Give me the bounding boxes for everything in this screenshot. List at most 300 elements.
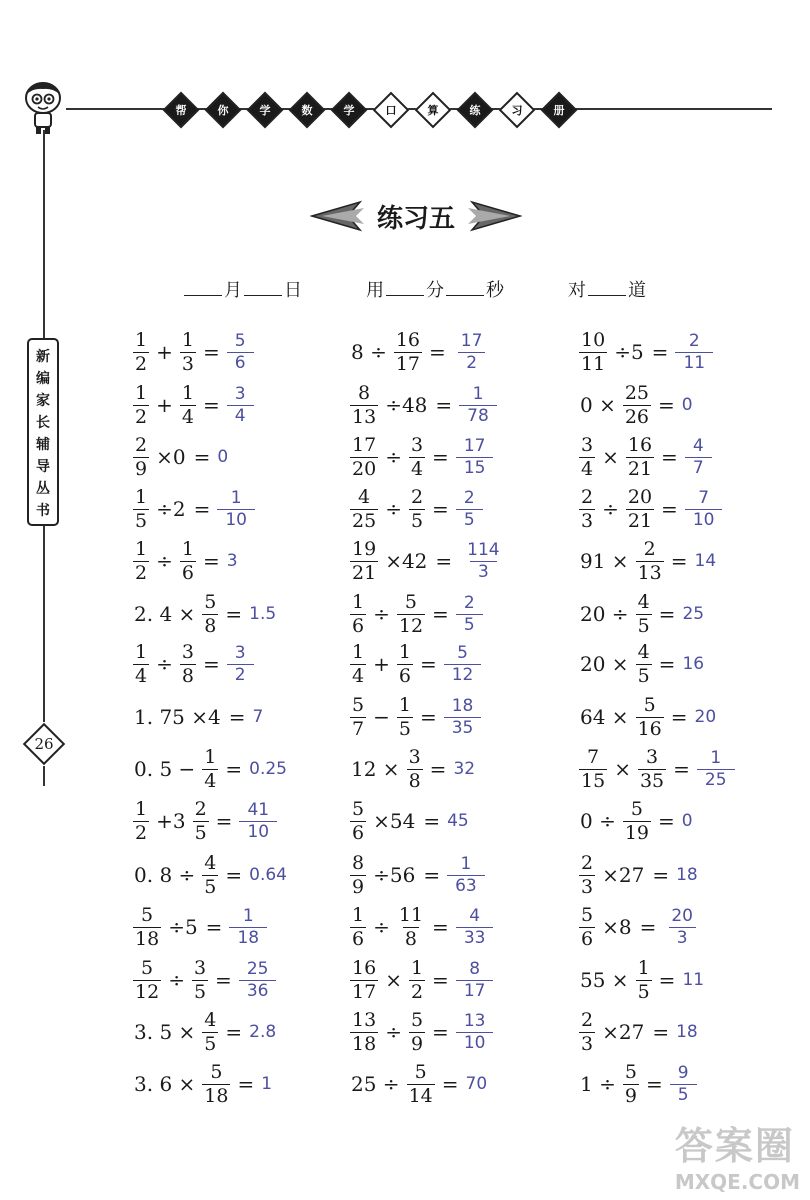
numerator: 20 [671,905,693,926]
expression-text: ×27 [602,863,645,887]
problem-row [130,1005,276,1059]
banner-char: 学 [259,104,271,117]
expression-text: 0. 8 ÷ [134,863,196,887]
denominator: 14 [408,1084,433,1107]
denominator: 6 [398,664,411,687]
numerator: 1 [710,747,722,768]
fraction [636,537,664,584]
numerator: 5 [141,903,154,926]
equals-sign: = [670,549,688,573]
answer-fraction [444,695,482,738]
numerator: 5 [410,1008,424,1031]
problem-row [576,953,704,1007]
denominator: 36 [239,980,277,1000]
expression-text: ÷ [156,549,173,573]
numerator: 2 [463,592,475,613]
answer-value: 45 [447,811,469,831]
numerator: 17 [463,435,486,456]
numerator: 4 [692,435,704,456]
denominator: 6 [581,927,594,950]
expression-text: 1. 75 ×4 [134,705,221,729]
equals-sign: = [225,757,243,781]
fraction [394,328,422,375]
fraction [350,640,366,687]
numerator: 1 [410,956,424,979]
denominator: 12 [135,980,160,1003]
fraction [623,797,651,844]
problem-row [576,378,693,432]
denominator: 3 [581,509,594,532]
equals-sign: = [205,915,223,939]
problem-row [130,953,276,1007]
fraction [350,797,366,844]
answer-value: 11 [682,970,705,990]
denominator: 15 [456,457,494,477]
expression-text: 20 ÷ [580,602,629,626]
expression-text: ×8 [602,915,632,939]
fraction [350,903,366,950]
numerator: 4 [637,640,650,663]
expression-text: ÷ [385,1020,402,1044]
banner-diamond [336,97,362,123]
equals-sign: = [658,602,676,626]
banner-diamond [546,97,572,123]
numerator: 3 [234,383,246,404]
expression-text: 55 × [580,968,629,992]
answer-value: 18 [676,865,698,885]
problem-row [576,534,716,588]
answer-value: 16 [682,654,705,674]
fraction [202,851,218,898]
equals-sign: = [202,393,220,417]
problem-row [130,325,254,379]
numerator: 1 [242,905,254,926]
denominator: 17 [395,352,421,375]
banner-char: 习 [511,104,523,117]
fraction [579,485,595,532]
numerator: 1 [398,640,411,663]
equals-sign: = [429,757,447,781]
expression-text: + [373,652,390,676]
frame-vertical-line-bottom [43,766,45,786]
problem-row [130,848,287,902]
series-banner [168,88,588,132]
numerator: 1 [135,537,148,560]
problem-row [576,1005,698,1059]
fraction [133,797,149,844]
numerator: 19 [352,537,377,560]
fraction [409,956,425,1003]
expression-text: 20 × [580,652,629,676]
denominator: 13 [637,561,662,584]
denominator: 25 [352,509,377,532]
numerator: 5 [581,903,594,926]
denominator: 8 [204,614,217,637]
fraction [636,640,652,687]
equals-sign: = [652,1020,670,1044]
denominator: 4 [352,664,365,687]
minute-blank[interactable] [386,281,424,296]
fraction [202,1008,218,1055]
numerator: 5 [630,797,643,820]
sidebar-char: 家 [36,393,50,409]
numerator: 1 [352,590,365,613]
numerator: 3 [581,433,594,456]
correct-count-blank[interactable] [588,281,626,296]
denominator: 6 [227,352,254,372]
numerator: 5 [352,693,365,716]
numerator: 2 [135,433,148,456]
numerator: 13 [463,1010,486,1031]
frame-vertical-line-middle [43,526,45,722]
denominator: 9 [624,1084,637,1107]
exercise-title [310,196,522,236]
sidebar-char: 编 [36,371,50,387]
fraction [133,328,149,375]
fraction [409,433,425,480]
equals-sign: = [670,705,688,729]
problem-row [576,637,704,691]
numerator: 1 [135,640,148,663]
numerator: 5 [234,330,246,351]
answer-fraction [456,905,494,948]
expression-text: × [385,968,402,992]
numerator: 7 [698,487,710,508]
numerator: 1 [472,383,484,404]
equals-sign: = [661,497,678,521]
denominator: 9 [135,457,148,480]
equals-sign: = [202,652,220,676]
fraction [180,328,196,375]
equals-sign: = [658,968,676,992]
expression-text: ×0 [156,445,186,469]
expression-text: 0 × [580,393,616,417]
fraction [638,745,666,792]
denominator: 5 [193,980,207,1003]
numerator: 4 [358,485,371,508]
banner-char: 帮 [175,104,187,117]
equals-sign: = [237,1072,255,1096]
frame-vertical-line-top [43,130,45,338]
fraction [180,537,196,584]
answer-fraction [453,330,491,373]
fraction [133,640,149,687]
minute-label: 分 [426,280,444,301]
fraction [397,693,413,740]
expression-text: + [156,340,173,364]
problem-row [576,430,712,484]
equals-sign: = [652,863,670,887]
problem-row [130,482,255,536]
problem-row [576,848,698,902]
second-label: 秒 [486,280,504,301]
answer-fraction [229,905,267,948]
banner-diamond [252,97,278,123]
answer-value: 0.25 [249,759,287,779]
numerator: 4 [204,851,217,874]
fraction [350,956,378,1003]
time-field [366,276,504,302]
numerator: 3 [181,640,194,663]
expression-text: ×27 [602,1020,645,1044]
sidebar-char: 新 [36,349,50,365]
expression-text: ÷5 [168,915,198,939]
fraction [409,1008,425,1055]
answer-fraction [239,799,277,842]
numerator: 8 [352,851,365,874]
equals-sign: = [435,549,453,573]
denominator: 35 [444,717,482,737]
expression-text: ÷ [385,445,402,469]
problem-row [130,587,276,641]
fraction [350,485,378,532]
equals-sign: = [432,1020,449,1044]
equals-sign: = [441,1072,459,1096]
denominator: 25 [697,769,735,789]
expression-text: 1 ÷ [580,1072,616,1096]
answer-fraction [227,330,254,373]
numerator: 4 [204,1008,217,1031]
numerator: 16 [395,328,421,351]
numerator: 8 [469,958,481,979]
answer-value: 1 [261,1074,273,1094]
equals-sign: = [651,340,669,364]
denominator: 11 [581,352,606,375]
denominator: 4 [227,405,254,425]
numerator: 1 [352,903,365,926]
problem-row [576,690,716,744]
fraction [350,381,378,428]
answer-fraction [217,487,255,530]
denominator: 5 [456,614,483,634]
equals-sign: = [228,705,246,729]
answer-value: 0 [681,811,693,831]
denominator: 5 [637,664,650,687]
expression-text: ÷ [602,497,619,521]
problem-row [347,637,481,691]
day-blank[interactable] [244,281,282,296]
equals-sign: = [432,497,449,521]
expression-text: 0 ÷ [580,809,616,833]
denominator: 2 [227,664,254,684]
problem-row [130,637,254,691]
month-label: 月 [224,280,242,301]
equals-sign: = [193,445,211,469]
numerator: 1 [181,537,194,560]
problem-row [347,900,493,954]
problem-row [347,378,497,432]
problem-row [347,742,475,796]
answer-value: 0 [217,447,229,467]
denominator: 19 [624,821,650,844]
fraction [350,1008,378,1055]
denominator: 2 [135,405,148,428]
denominator: 5 [204,1032,217,1055]
numerator: 3 [193,956,207,979]
numerator: 16 [627,433,653,456]
problem-row [576,325,713,379]
banner-char: 练 [469,104,481,117]
answer-fraction [663,905,701,948]
denominator: 7 [352,717,365,740]
problem-row [347,794,469,848]
banner-diamond [504,97,530,123]
problem-row [130,900,267,954]
problem-row [130,1057,272,1111]
fraction [626,433,654,480]
denominator: 2 [135,561,148,584]
denominator: 21 [627,509,653,532]
expression-text: 91 × [580,549,629,573]
answer-fraction [456,487,483,530]
denominator: 78 [459,405,497,425]
problem-row [347,953,493,1007]
banner-char: 学 [343,104,355,117]
numerator: 114 [467,539,500,560]
denominator: 4 [135,664,148,687]
expression-text: × [602,445,619,469]
equals-sign: = [225,1020,243,1044]
score-field [568,276,646,302]
problem-row [130,794,277,848]
month-blank[interactable] [184,281,222,296]
denominator: 18 [204,1084,229,1107]
day-label: 日 [284,280,302,301]
denominator: 2 [135,352,148,375]
equals-sign: = [202,340,220,364]
fraction [133,537,149,584]
expression-text: × [614,757,631,781]
sidebar-char: 丛 [36,481,50,497]
fraction [350,693,366,740]
answer-fraction [227,642,254,685]
fraction [180,381,196,428]
denominator: 5 [410,509,424,532]
equals-sign: = [429,340,446,364]
equals-sign: = [225,863,243,887]
fraction [133,381,149,428]
series-sidebar [27,338,59,526]
numerator: 3 [234,642,246,663]
denominator: 4 [581,457,594,480]
numerator: 25 [624,381,650,404]
expression-text: − [373,705,390,729]
exercise-title-text: 练习五 [376,204,455,234]
numerator: 1 [204,745,217,768]
expression-text: 3. 6 × [134,1072,196,1096]
numerator: 1 [352,640,365,663]
equals-sign: = [419,705,437,729]
numerator: 1 [135,328,148,351]
problem-row [347,1057,487,1111]
expression-text: ÷48 [385,393,428,417]
numerator: 18 [451,695,474,716]
problem-row [576,587,704,641]
problem-row [347,848,485,902]
fraction [409,485,425,532]
expression-text: ×54 [373,809,416,833]
denominator: 3 [470,561,497,581]
equals-sign: = [423,863,441,887]
answer-fraction [456,435,494,478]
denominator: 4 [410,457,424,480]
denominator: 9 [410,1032,424,1055]
answer-fraction [444,642,482,685]
answer-value: 0 [681,395,693,415]
expression-text: ÷ [373,915,390,939]
denominator: 3 [581,875,594,898]
numerator: 4 [637,590,650,613]
answer-fraction [459,539,507,582]
expression-text: 8 ÷ [351,340,387,364]
fraction [350,851,366,898]
denominator: 5 [670,1084,697,1104]
equals-sign: = [202,549,220,573]
denominator: 8 [404,927,417,950]
numerator: 5 [624,1060,637,1083]
numerator: 2 [581,485,594,508]
numerator: 2 [643,537,656,560]
fraction [407,745,423,792]
watermark-logo: 答案圈 [674,1124,795,1168]
denominator: 17 [456,980,494,1000]
answer-value: 18 [676,1022,698,1042]
numerator: 3 [646,745,659,768]
second-blank[interactable] [446,281,484,296]
denominator: 5 [398,717,411,740]
expression-text: 12 × [351,757,400,781]
answer-fraction [459,383,497,426]
banner-diamond [420,97,446,123]
answer-value: 70 [465,1074,488,1094]
numerator: 8 [358,381,371,404]
denominator: 5 [204,875,217,898]
banner-char: 你 [217,104,229,117]
problem-row [130,690,263,744]
denominator: 17 [352,980,377,1003]
banner-diamond [210,97,236,123]
banner-char: 算 [427,104,439,117]
banner-diamond [378,97,404,123]
numerator: 1 [135,797,148,820]
numerator: 1 [135,381,148,404]
equals-sign: = [435,393,453,417]
answer-value: 20 [694,707,717,727]
equals-sign: = [432,915,449,939]
numerator: 5 [414,1060,427,1083]
numerator: 1 [637,956,650,979]
numerator: 7 [587,745,600,768]
expression-text: 64 × [580,705,629,729]
sidebar-char: 辅 [36,437,50,453]
denominator: 26 [624,405,650,428]
fraction [579,745,607,792]
fraction [397,640,413,687]
numerator: 9 [677,1062,689,1083]
expression-text: ÷ [385,497,402,521]
denominator: 15 [581,769,606,792]
answer-fraction [456,958,494,1001]
problem-row [576,742,735,796]
fraction [133,956,161,1003]
answer-value: 3 [226,551,238,571]
numerator: 5 [141,956,154,979]
answer-fraction [456,1010,494,1053]
fraction [350,537,378,584]
equals-sign: = [432,602,449,626]
denominator: 11 [675,352,713,372]
fraction [193,797,209,844]
